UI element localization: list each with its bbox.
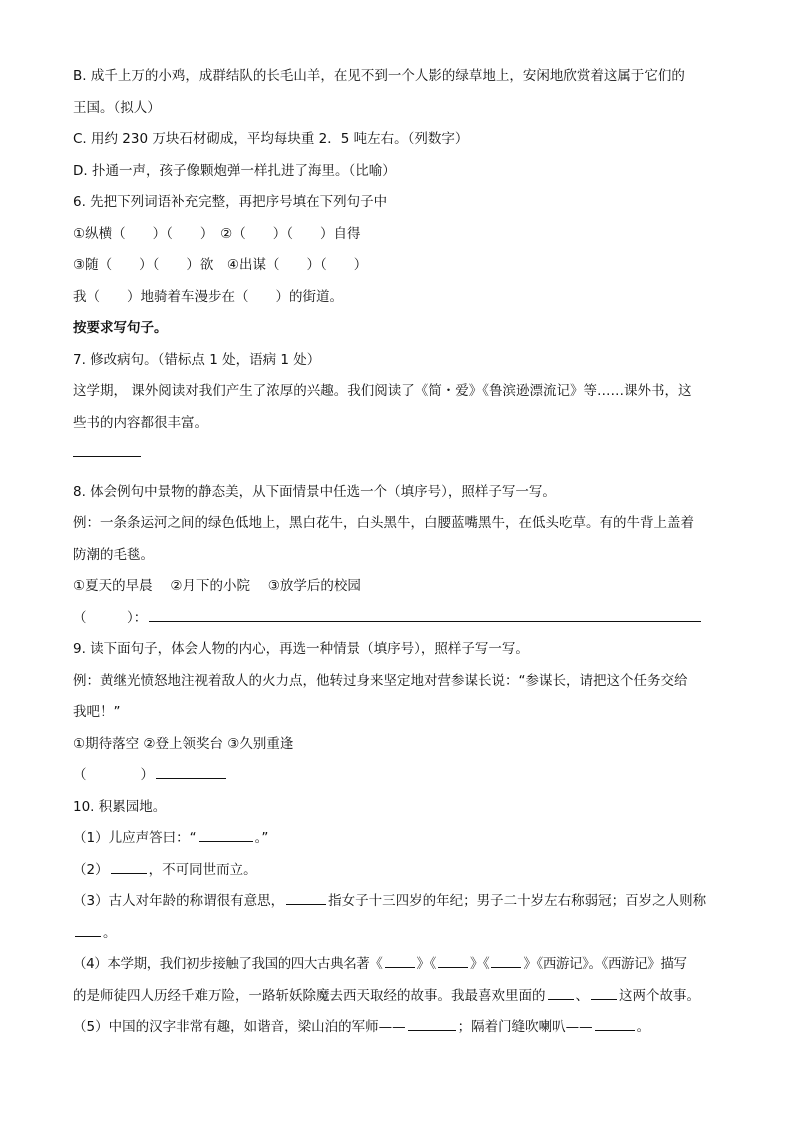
question-10-3-cont [73,921,723,953]
blank[interactable] [591,985,617,1000]
answer-blank[interactable] [149,607,701,622]
question-8-example-2: 防潮的毛毯。 [73,546,154,563]
question-7: 7. 修改病句。（错标点 1 处，语病 1 处） [73,351,321,368]
text: 》《 [416,956,436,972]
question-6-words-2: ③随（ ）（ ）欲 ④出谋（ ）（ ） [73,257,368,273]
question-9-answer[interactable] [73,763,723,795]
text: 指女子十三四岁的年纪；男子二十岁左右称弱冠；百岁之人则称 [328,893,707,909]
document-page [73,64,723,1047]
question-6-words-1: ①纵横（ ）（ ） ②（ ）（ ）自得 [73,225,361,242]
question-10-2 [73,858,723,890]
text: 、 [575,987,589,1004]
option-c: C. 用约 230 万块石材砌成，平均每块重 2．5 吨左右。（列数字） [73,131,469,147]
blank[interactable] [491,953,521,968]
question-10-4-cont [73,984,723,1016]
question-10-3 [73,889,723,921]
blank[interactable] [408,1016,456,1031]
answer-prefix: （ ） [73,767,154,783]
blank[interactable] [286,890,326,905]
question-6-sentence: 我（ ）地骑着车漫步在（ ）的街道。 [73,288,343,305]
text: （1）儿应声答曰：“ [73,830,197,846]
question-8-options: ①夏天的早晨 ②月下的小院 ③放学后的校园 [73,578,361,594]
option-b-line2: 王国。（拟人） [73,99,161,116]
option-d: D. 扑通一声，孩子像颗炮弹一样扎进了海里。（比喻） [73,162,396,179]
text: （5）中国的汉字非常有趣，如谐音，梁山泊的军师—— [73,1019,406,1035]
option-b-line1: B. 成千上万的小鸡，成群结队的长毛山羊，在见不到一个人影的绿草地上，安闲地欣赏着这属于它们的 [73,68,685,84]
text: 》《西游记》。《西游记》描写 [523,956,687,972]
question-8: 8. 体会例句中景物的静态美，从下面情景中任选一个（填序号），照样子写一写。 [73,483,556,500]
text: 。 [103,924,117,941]
question-8-example-1: 例：一条条运河之间的绿色低地上，黑白花牛，白头黑牛，白腰蓝嘴黑牛，在低头吃草。有的牛背上盖着 [73,515,694,531]
answer-blank[interactable] [156,764,226,779]
question-6: 6. 先把下列词语补充完整，再把序号填在下列句子中 [73,194,388,210]
question-10-1 [73,826,723,858]
text: 这两个故事。 [619,987,700,1004]
question-9-options: ①期待落空 ②登上领奖台 ③久别重逢 [73,735,294,752]
text: （3）古人对年龄的称谓很有意思， [73,893,285,909]
text: 的是师徒四人历经千难万险，一路斩妖除魔去西天取经的故事。我最喜欢里面的 [73,987,546,1004]
blank[interactable] [438,953,468,968]
question-7-text-2: 些书的内容都很丰富。 [73,414,208,431]
question-7-text-1: 这学期， 课外阅读对我们产生了浓厚的兴趣。我们阅读了《简・爱》《鲁滨逊漂流记》等……课外书，这 [73,383,692,399]
question-10-4 [73,952,723,984]
question-10: 10. 积累园地。 [73,798,167,815]
question-7-answer-line[interactable] [73,448,723,480]
blank[interactable] [548,985,574,1000]
text: ；隔着门缝吹喇叭—— [457,1019,593,1035]
answer-prefix: （ ）： [73,609,148,626]
blank[interactable] [75,922,101,937]
question-9: 9. 读下面句子，体会人物的内心，再选一种情景（填序号），照样子写一写。 [73,641,529,657]
text: ，不可同世而立。 [148,861,257,878]
blank[interactable] [595,1016,635,1031]
blank[interactable] [199,827,253,842]
text: 。” [254,830,269,846]
blank[interactable] [385,953,415,968]
question-8-answer[interactable] [73,606,723,638]
question-9-example-2: 我吧！” [73,704,121,720]
text: （4）本学期，我们初步接触了我国的四大古典名著《 [73,956,383,972]
text: 》《 [469,956,490,972]
blank[interactable] [111,859,147,874]
text: （2） [73,861,109,878]
question-10-5 [73,1015,723,1047]
answer-rule [73,448,141,457]
section-heading: 按要求写句子。 [73,320,168,336]
text: 。 [636,1019,651,1035]
question-9-example-1: 例：黄继光愤怒地注视着敌人的火力点，他转过身来坚定地对营参谋长说：“参谋长，请把这个任务交给 [73,672,688,689]
